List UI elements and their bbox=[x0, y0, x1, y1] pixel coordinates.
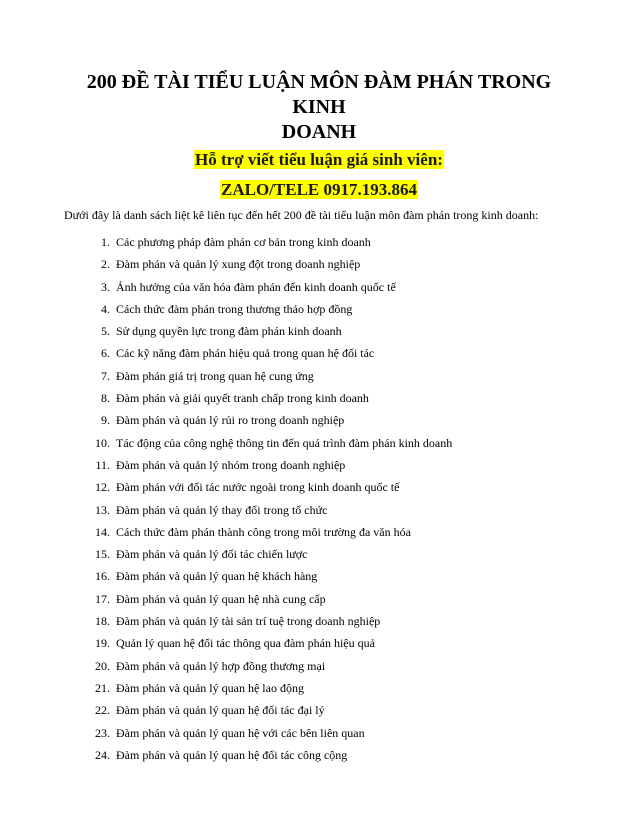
list-item bbox=[64, 436, 574, 451]
support-text: Hỗ trợ viết tiểu luận giá sinh viên: bbox=[195, 150, 443, 169]
list-item-number: 3. bbox=[101, 279, 110, 294]
list-item bbox=[64, 480, 574, 495]
list-item-number: 20. bbox=[95, 658, 110, 673]
list-item-number: 1. bbox=[101, 235, 110, 249]
list-item bbox=[64, 748, 574, 763]
list-item-text: Đàm phán và quản lý hợp đồng thương mại bbox=[116, 658, 326, 673]
list-item-number: 14. bbox=[95, 524, 110, 539]
list-item bbox=[64, 503, 574, 518]
contact-line bbox=[64, 179, 574, 201]
list-item-text: Ảnh hưởng của văn hóa đàm phán đến kinh doanh quốc tế bbox=[116, 279, 396, 294]
list-item-number: 15. bbox=[95, 547, 110, 562]
document-title-line-1: 200 ĐỀ TÀI TIỂU LUẬN MÔN ĐÀM PHÁN TRONG KINH bbox=[86, 71, 552, 118]
list-item-number: 4. bbox=[101, 301, 110, 316]
list-item-number: 8. bbox=[101, 391, 110, 406]
list-item bbox=[64, 302, 574, 317]
support-line bbox=[64, 149, 574, 171]
list-item-text: Đàm phán và quản lý xung đột trong doanh nghiệp bbox=[116, 257, 361, 272]
topic-list bbox=[64, 235, 574, 763]
list-item-number: 19. bbox=[95, 636, 110, 651]
list-item-number: 2. bbox=[101, 257, 110, 272]
contact-text: ZALO/TELE 0917.193.864 bbox=[220, 180, 417, 199]
list-item-number: 23. bbox=[95, 725, 110, 740]
intro-paragraph: Dưới đây là danh sách liệt kê liên tục đến hết 200 đề tài tiểu luận môn đàm phán trong kinh doanh: bbox=[64, 208, 539, 222]
list-item bbox=[64, 280, 574, 295]
list-item-text: Đàm phán và quản lý đối tác chiến lược bbox=[116, 547, 308, 562]
list-item-number: 10. bbox=[95, 435, 110, 450]
list-item-text: Đàm phán với đối tác nước ngoài trong kinh doanh quốc tế bbox=[116, 480, 400, 495]
list-item-text: Đàm phán và quản lý thay đổi trong tổ chức bbox=[116, 502, 328, 517]
list-item-text: Cách thức đàm phán thành công trong môi trường đa văn hóa bbox=[116, 524, 411, 539]
list-item-text: Các kỹ năng đàm phán hiệu quả trong quan hệ đối tác bbox=[116, 346, 375, 361]
list-item-text: Đàm phán và quản lý quan hệ khách hàng bbox=[116, 569, 318, 584]
list-item bbox=[64, 681, 574, 696]
list-item-number: 13. bbox=[95, 502, 110, 517]
list-item bbox=[64, 614, 574, 629]
list-item-number: 9. bbox=[101, 413, 110, 428]
list-item bbox=[64, 703, 574, 718]
list-item-text: Đàm phán và quản lý nhóm trong doanh nghiệp bbox=[116, 457, 346, 472]
list-item-text: Tác động của công nghệ thông tin đến quá trình đàm phán kinh doanh bbox=[116, 435, 453, 450]
list-item bbox=[64, 592, 574, 607]
list-item bbox=[64, 235, 574, 250]
list-item bbox=[64, 257, 574, 272]
document-title bbox=[64, 70, 574, 145]
list-item bbox=[64, 391, 574, 406]
list-item-number: 6. bbox=[101, 346, 110, 361]
list-item-text: Cách thức đàm phán trong thương thảo hợp đồng bbox=[116, 301, 353, 316]
list-item bbox=[64, 726, 574, 741]
list-item-text: Đàm phán và giải quyết tranh chấp trong kinh doanh bbox=[116, 391, 369, 406]
list-item-number: 16. bbox=[95, 569, 110, 584]
list-item-number: 12. bbox=[95, 480, 110, 495]
list-item bbox=[64, 547, 574, 562]
list-item-text: Quản lý quan hệ đối tác thông qua đàm phán hiệu quả bbox=[116, 636, 375, 651]
list-item-text: Đàm phán và quản lý quan hệ đối tác đại lý bbox=[116, 703, 325, 718]
list-item bbox=[64, 458, 574, 473]
list-item-text: Sử dụng quyền lực trong đàm phán kinh doanh bbox=[116, 324, 342, 339]
list-item-text: Đàm phán giá trị trong quan hệ cung ứng bbox=[116, 368, 314, 383]
list-item-text: Các phương pháp đàm phán cơ bản trong kinh doanh bbox=[116, 235, 371, 249]
list-item bbox=[64, 413, 574, 428]
list-item-text: Đàm phán và quản lý quan hệ với các bên liên quan bbox=[116, 725, 365, 740]
list-item-text: Đàm phán và quản lý quan hệ đối tác công cộng bbox=[116, 747, 348, 762]
list-item-number: 11. bbox=[95, 457, 110, 472]
list-item-number: 7. bbox=[101, 368, 110, 383]
list-item-text: Đàm phán và quản lý tài sản trí tuệ trong doanh nghiệp bbox=[116, 614, 381, 629]
document-title-line-2: DOANH bbox=[281, 121, 357, 143]
list-item-text: Đàm phán và quản lý rủi ro trong doanh nghiệp bbox=[116, 413, 345, 428]
list-item-text: Đàm phán và quản lý quan hệ lao động bbox=[116, 680, 304, 695]
list-item-number: 17. bbox=[95, 591, 110, 606]
list-item bbox=[64, 659, 574, 674]
list-item-number: 21. bbox=[95, 680, 110, 695]
list-item-number: 24. bbox=[95, 747, 110, 762]
list-item-number: 22. bbox=[95, 703, 110, 718]
list-item bbox=[64, 525, 574, 540]
list-item bbox=[64, 369, 574, 384]
list-item bbox=[64, 324, 574, 339]
list-item-text: Đàm phán và quản lý quan hệ nhà cung cấp bbox=[116, 591, 326, 606]
list-item-number: 5. bbox=[101, 324, 110, 339]
list-item bbox=[64, 569, 574, 584]
list-item-number: 18. bbox=[95, 614, 110, 629]
list-item bbox=[64, 636, 574, 651]
list-item bbox=[64, 346, 574, 361]
